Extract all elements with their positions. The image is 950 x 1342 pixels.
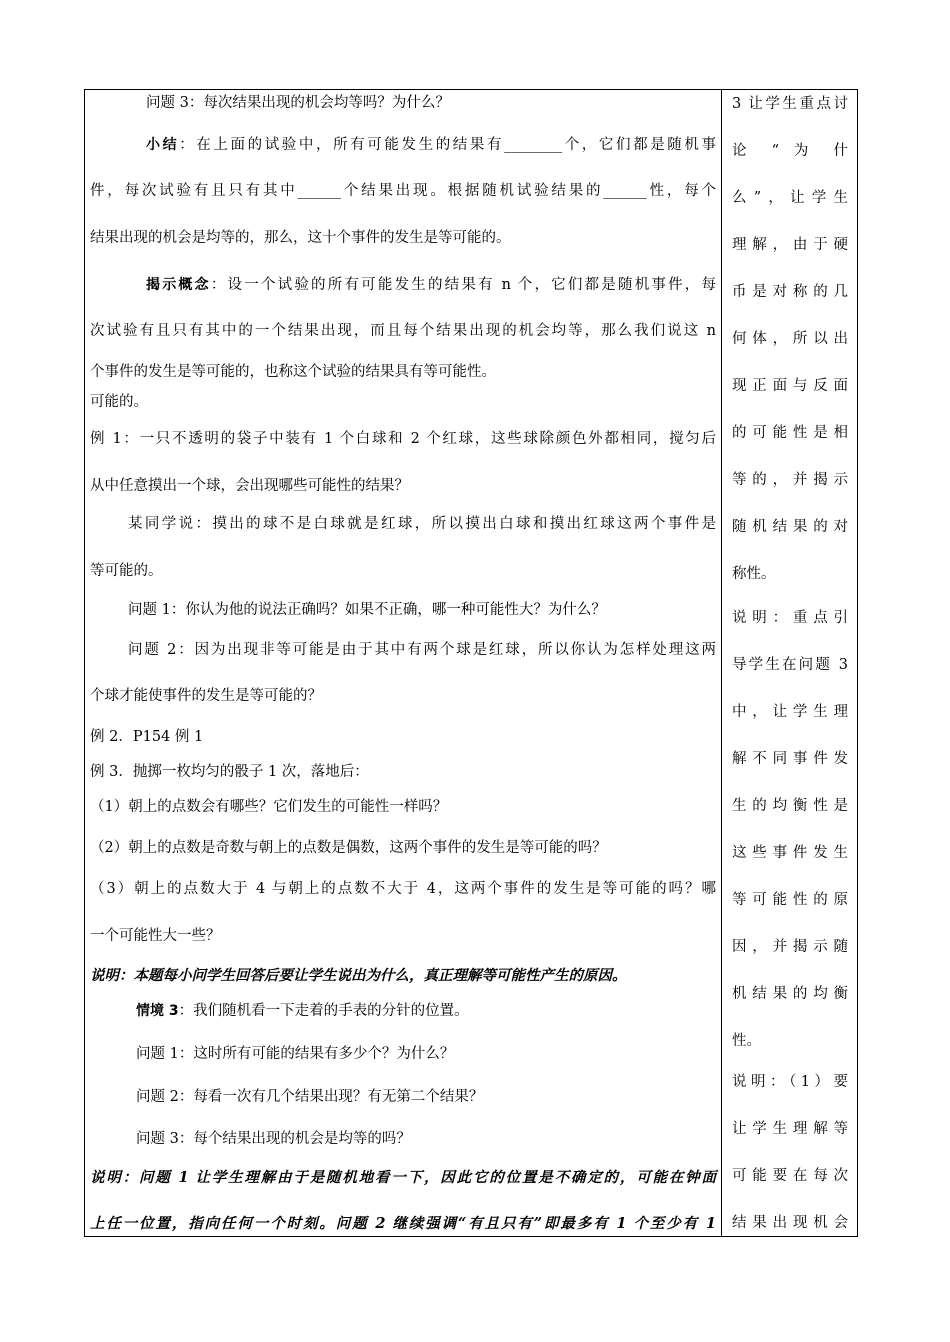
concept-line-3: 个事件的发生是等可能的，也称这个试验的结果具有等可能性。 [90, 364, 496, 380]
side-line: 生的均衡性是 [732, 798, 848, 814]
side-line: 解不同事件发 [732, 751, 848, 767]
example-1-question-2-line-2: 个球才能使事件的发生是等可能的？ [90, 688, 322, 704]
side-line: 论 “ 为 什 [732, 143, 848, 159]
note-2-line-1: 说明：问题 1 让学生理解由于是随机地看一下，因此它的位置是不确定的，可能在钟面 [90, 1169, 716, 1186]
side-line: 现正面与反面 [732, 378, 848, 394]
example-2: 例 2．P154 例 1 [90, 729, 204, 745]
example-3-item-1: （1）朝上的点数会有哪些？它们发生的可能性一样吗？ [90, 799, 448, 815]
situation-3-question-2: 问题 2：每看一次有几个结果出现？有无第二个结果？ [136, 1089, 484, 1105]
side-line: 3 让学生重点讨 [732, 96, 848, 112]
example-3: 例 3．抛掷一枚均匀的骰子 1 次，落地后： [90, 764, 369, 780]
side-line: 称性。 [732, 566, 776, 582]
concept-line-2: 次试验有且只有其中的一个结果出现，而且每个结果出现的机会均等，那么我们说这 n [90, 323, 716, 339]
example-1-line-2: 从中任意摸出一个球，会出现哪些可能性的结果？ [90, 478, 409, 494]
side-line: 说明：重点引 [732, 610, 848, 626]
concept-line-1: 揭示概念：设一个试验的所有可能发生的结果有 n 个，它们都是随机事件，每 [146, 277, 717, 293]
side-line: 何体，所以出 [732, 331, 848, 347]
concept-label: 揭示概念 [146, 277, 211, 293]
side-line: 等可能性的原 [732, 892, 848, 908]
situation-3-question-1: 问题 1：这时所有可能的结果有多少个？为什么？ [136, 1046, 455, 1062]
side-line: 么”，让学生 [732, 190, 848, 206]
situation-3: 情境 3：我们随机看一下走着的手表的分针的位置。 [136, 1003, 469, 1019]
student-claim-line-1: 某同学说：摸出的球不是白球就是红球，所以摸出白球和摸出红球这两个事件是 [128, 516, 716, 532]
question-3: 问题 3：每次结果出现的机会均等吗？为什么？ [146, 95, 450, 111]
side-line: 导学生在问题 3 [732, 657, 848, 673]
side-line: 机结果的均衡 [732, 986, 848, 1002]
side-line: 的可能性是相 [732, 425, 848, 441]
side-line: 结果出现机会 [732, 1215, 848, 1231]
side-line: 说明：（1）要 [732, 1074, 848, 1090]
example-3-item-2: （2）朝上的点数是奇数与朝上的点数是偶数，这两个事件的发生是等可能的吗？ [90, 840, 607, 856]
side-line: 理解，由于硬 [732, 237, 848, 253]
summary-line-3: 结果出现的机会是均等的，那么，这十个事件的发生是等可能的。 [90, 230, 511, 246]
example-3-item-3-line-2: 一个可能性大一些？ [90, 928, 221, 944]
side-line: 这些事件发生 [732, 845, 848, 861]
side-line: 中，让学生理 [732, 704, 848, 720]
side-line: 随机结果的对 [732, 519, 848, 535]
summary-line-1: 小结：在上面的试验中，所有可能发生的结果有________个，它们都是随机事 [146, 137, 717, 153]
example-3-item-3-line-1: （3）朝上的点数大于 4 与朝上的点数不大于 4，这两个事件的发生是等可能的吗？哪 [90, 881, 716, 897]
example-1-question-2-line-1: 问题 2：因为出现非等可能是由于其中有两个球是红球，所以你认为怎样处理这两 [128, 642, 716, 658]
note-1: 说明：本题每小问学生回答后要让学生说出为什么，真正理解等可能性产生的原因。 [90, 967, 627, 984]
column-divider [721, 89, 722, 1237]
side-line: 币是对称的几 [732, 284, 848, 300]
note-2-line-2: 上任一位置，指向任何一个时刻。问题 2 继续强调“有且只有”即最多有 1 个至少有 1 [90, 1215, 716, 1232]
side-line: 让学生理解等 [732, 1121, 848, 1137]
summary-line-2: 件，每次试验有且只有其中______个结果出现。根据随机试验结果的______性，每个 [90, 183, 716, 199]
situation-3-question-3: 问题 3：每个结果出现的机会是均等的吗？ [136, 1131, 411, 1147]
example-1-line-1: 例 1：一只不透明的袋子中装有 1 个白球和 2 个红球，这些球除颜色外都相同，搅匀后 [90, 431, 716, 447]
example-1-question-1: 问题 1：你认为他的说法正确吗？如果不正确，哪一种可能性大？为什么？ [128, 602, 606, 618]
side-line: 性。 [732, 1033, 761, 1049]
possible-text: 可能的。 [90, 394, 148, 410]
side-line: 因，并揭示随 [732, 939, 848, 955]
student-claim-line-2: 等可能的。 [90, 563, 163, 579]
side-line: 等的，并揭示 [732, 472, 848, 488]
situation-3-label: 情境 3 [136, 1003, 179, 1019]
side-line: 可能要在每次 [732, 1168, 848, 1184]
summary-label: 小结 [146, 137, 180, 153]
